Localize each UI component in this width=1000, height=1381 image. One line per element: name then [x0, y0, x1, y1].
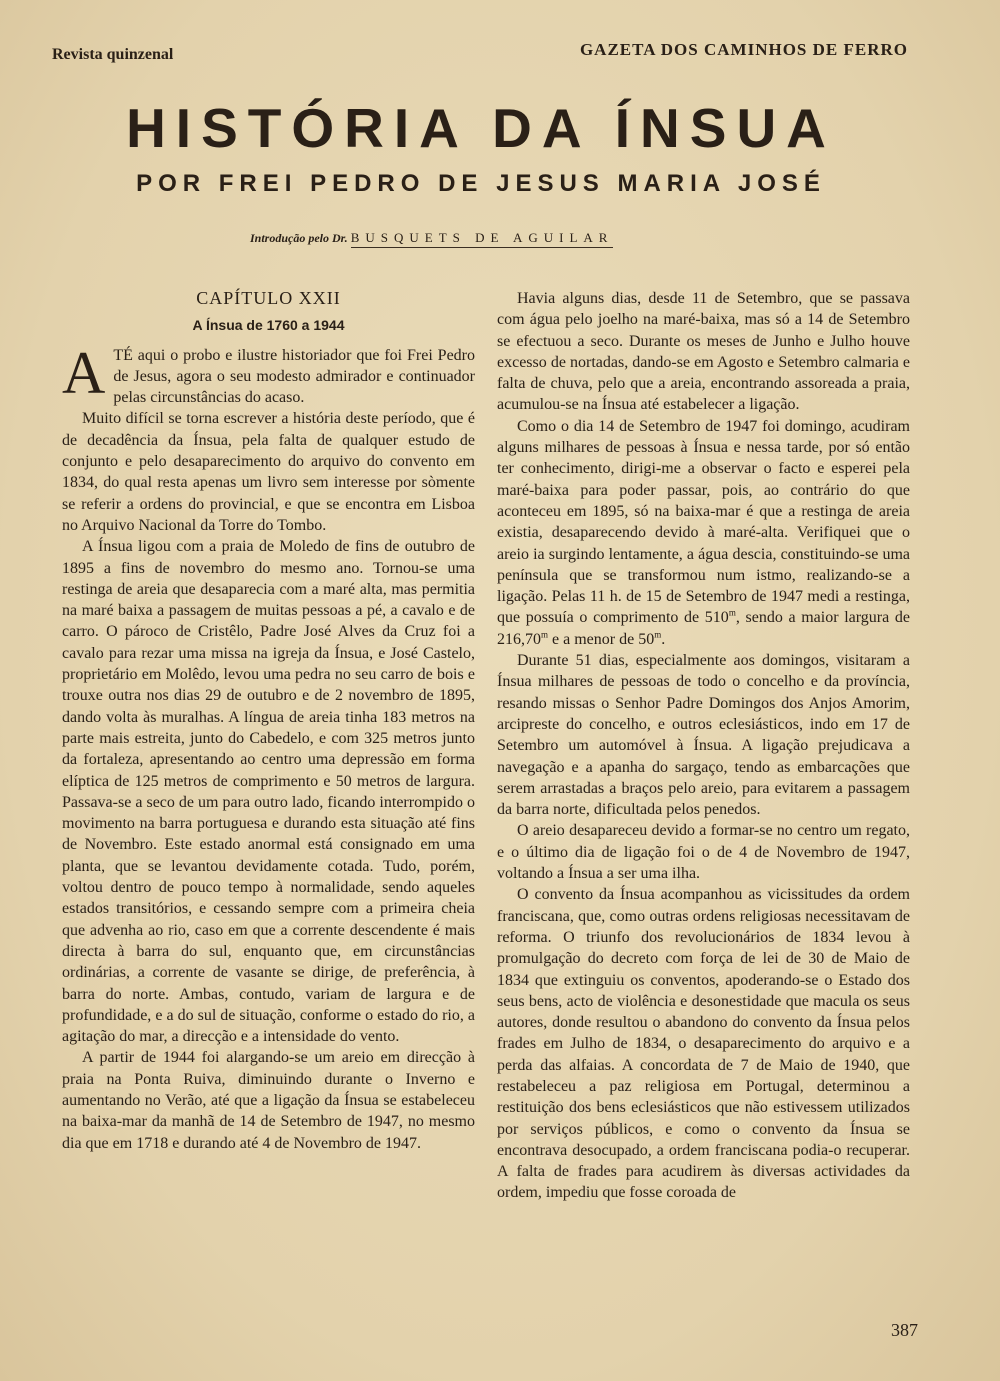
paragraph: Havia alguns dias, desde 11 de Setembro, que se passava com água pelo joelho na maré-baixa, mas só a 14 de Setembro se efectuou a seco. Durante os meses de Junho e Julho houve excesso de nortadas, dando-se em Agosto e Setembro calmaria e falta de chuva, pelo que a areia, encontrando assoreada a praia, acumulou-se na Ínsua até estabelecer a ligação. — [497, 290, 910, 414]
page-number: 387 — [891, 1320, 918, 1340]
article-title: HISTÓRIA DA ÍNSUA — [126, 97, 836, 159]
drop-cap: A — [62, 339, 106, 406]
intro-author: BUSQUETS DE AGUILAR — [351, 230, 614, 248]
unit-superscript: m — [541, 629, 549, 640]
running-header-left: Revista quinzenal — [52, 46, 174, 63]
article-subtitle: POR FREI PEDRO DE JESUS MARIA JOSÉ — [136, 170, 826, 197]
paragraph: A partir de 1944 foi alargando-se um areio em direcção à praia na Ponta Ruiva, diminuindo durante o Inverno e aumentando no Verão, até que a ligação da Ínsua se estabeleceu na baixa-mar da manhã de 14 de Setembro de 1947, no mesmo dia que em 1718 e durando até 4 de Novembro de 1947. — [62, 1049, 475, 1152]
paragraph-text: , sendo a maior largura de 216,70 — [497, 609, 910, 648]
paragraph: O convento da Ínsua acompanhou as vicissitudes da ordem franciscana, que, como outras ordens religiosas necessitavam de reforma. O triunfo dos revolucionários de 1834 levou à promulgação do decreto com força de lei de 30 de Maio de 1834 que extinguiu os conventos, apoderando-se o Estado dos seus bens, acto de violência e desonestidade que macula os seus autores, donde resultou o abandono do convento da Ínsua pelos frades em Julho de 1834, o desaparecimento do arquivo e a perda das alfaias. A concordata de 7 de Maio de 1940, que restabeleceu a paz religiosa em Portugal, determinou a restituição dos bens eclesiásticos que não estivessem utilizados por serviços públicos, e como o convento da Ínsua se encontrava desocupado, a ordem franciscana podia-o recuperar. A falta de frades para acudirem às diversas actividades da ordem, impediu que fosse coroada de — [497, 886, 910, 1202]
introduction-credit — [250, 230, 720, 246]
paragraph: O areio desapareceu devido a formar-se no centro um regato, e o último dia de ligação foi o de 4 de Novembro de 1947, voltando a Ínsua a ser uma ilha. — [497, 822, 910, 883]
paragraph: A Ínsua ligou com a praia de Moledo de fins de outubro de 1895 a fins de novembro do mesmo ano. Tornou-se uma restinga de areia que desaparecia com a maré alta, mas permitia na maré baixa a passagem de muitas pessoas a pé, a cavalo e de carro. O pároco de Cristêlo, Padre José Alves da Cruz foi a cavalo para rezar uma missa na igreja da Ínsua, e José Castelo, proprietário em Molêdo, levou uma pedra no seu carro de bois e trouxe outra nos dias 29 de outubro e de 2 novembro de 1895, dando volta às muralhas. A língua de areia tinha 183 metros na parte mais estreita, junto do Cabedelo, e com 325 metros junto da fortaleza, apresentando ao centro uma depressão em forma elíptica de 125 metros de comprimento e 50 metros de largura. Passava-se a seco de um para outro lado, ficando interrompido o movimento na barra portuguesa e durando esta situação até fins de Novembro. Este estado anormal está consignado em uma planta, que se levantou devidamente cotada. Tudo, porém, voltou dentro de pouco tempo à normalidade, sendo aqueles estados transitórios, e cessando sempre com a primeira cheia que advenha ao rio, caso em que a corrente descendente é mais directa à barra do sul, enquanto que, em circunstâncias ordinárias, a corrente de vasante se dirige, de preferência, à barra do norte. Ambas, contudo, variam de largura e de profundidade, e a do sul de situação, conforme o estado do rio, a agitação do mar, a direcção e a intensidade do vento. — [62, 538, 475, 1046]
intro-prefix: Introdução pelo Dr. — [250, 231, 348, 245]
section-heading: A Ínsua de 1760 a 1944 — [192, 317, 345, 334]
paragraph-text: e a menor de 50 — [548, 630, 655, 648]
paragraph: Durante 51 dias, especialmente aos domingos, visitaram a Ínsua milhares de pessoas de todo o concelho e da província, resando missas o Senhor Padre Domingos dos Anjos Amorim, arcipreste do concelho, e outros eclesiásticos, indo em 17 de Setembro um automóvel à Ínsua. A ligação prejudicava a navegação e a apanha do sargaço, tendo as embarcações que serem arrastadas a braços pelo areio, para evitarem a passagem da barra norte, dificultada pelos penedos. — [497, 652, 910, 819]
paragraph-text: Como o dia 14 de Setembro de 1947 foi domingo, acudiram alguns milhares de pessoas à Ínsua e nessa tarde, por só então ter conhecimento, dirigi-me a observar o facto e esperei pela maré-baixa para poder passar, pois, ao contrário do que aconteceu em 1895, só na baixa-mar é que a restinga de areia existia, desaparecendo devido à maré-alta. Verifiquei que o areio ia surgindo lentamente, a água descia, constituindo-se uma península que se transformou num istmo, realizando-se a ligação. Pelas 11 h. de 15 de Setembro de 1947 medi a restinga, que possuía o comprimento de 510 — [497, 417, 910, 627]
running-header-right: GAZETA DOS CAMINHOS DE FERRO — [579, 40, 908, 59]
unit-superscript: m — [728, 608, 736, 619]
paragraph: Muito difícil se torna escrever a história deste período, que é de decadência da Ínsua, pela falta de qualquer estudo de conjunto e pelo desaparecimento do arquivo do convento em 1834, do qual resta apenas um livro sem interesse por sòmente se referir a ordens do provincial, e que se encontra em Lisboa no Arquivo Nacional da Torre do Tombo. — [62, 410, 475, 534]
paragraph — [62, 339, 475, 409]
chapter-heading: CAPÍTULO XXII — [196, 288, 341, 308]
right-column — [497, 288, 910, 1204]
paragraph-text: . — [661, 630, 666, 648]
unit-superscript: m — [654, 629, 662, 640]
paragraph — [497, 416, 910, 650]
paragraph-text: TÉ aqui o probo e ilustre historiador que foi Frei Pedro de Jesus, agora o seu modesto admirador e continuador pelas circunstâncias do acaso. — [113, 346, 475, 407]
left-column — [62, 288, 475, 1154]
